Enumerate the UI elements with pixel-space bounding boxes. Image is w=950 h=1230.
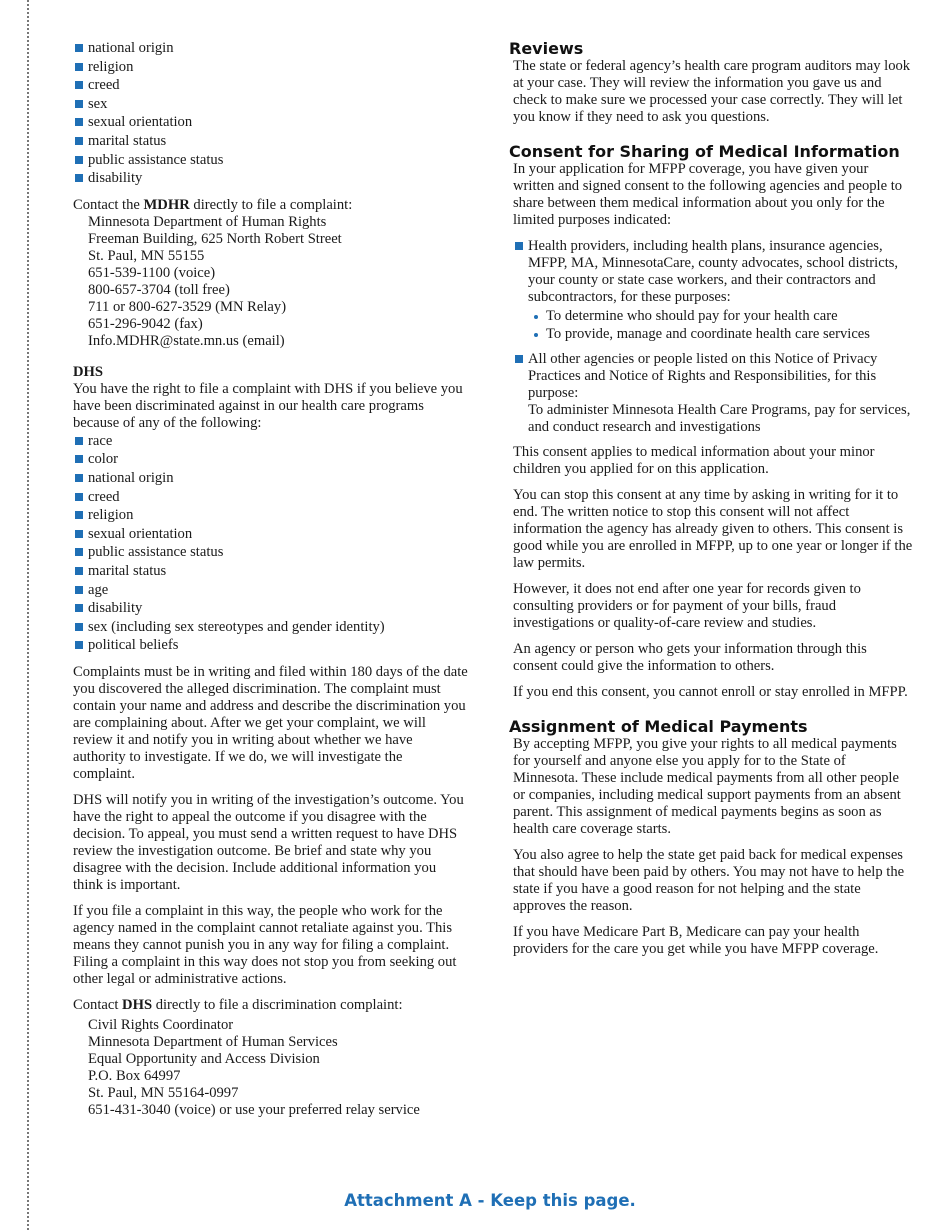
- list-item: national origin: [73, 469, 468, 488]
- list-item: marital status: [73, 562, 468, 581]
- list-item: sex (including sex stereotypes and gender identity): [73, 618, 468, 637]
- address-line: St. Paul, MN 55155: [88, 247, 205, 264]
- agency-paragraph: An agency or person who gets your information through this consent could give the information to others.: [513, 641, 867, 674]
- accepting-paragraph: By accepting MFPP, you give your rights to all medical payments for yourself and anyone else you apply for to the State of Minnesota. These include medical payments from all other people or companies, including medical support payments from an absent parent. This assignment of medical payments begins as soon as health care coverage starts.: [513, 736, 901, 837]
- list-item: All other agencies or people listed on this Notice of Privacy Practices and Notice of Rights and Responsibilities, for this purpose: To administer Minnesota Health Care Programs, pay for services, and conduct research and investigations: [513, 351, 913, 436]
- list-item: religion: [73, 506, 468, 525]
- list-item: sexual orientation: [73, 113, 468, 132]
- list-item: sexual orientation: [73, 525, 468, 544]
- fax-line: 651-296-9042 (fax): [88, 315, 203, 332]
- address-line: Equal Opportunity and Access Division: [88, 1050, 320, 1067]
- phone-line: 800-657-3704 (toll free): [88, 281, 230, 298]
- complaints-paragraph: Complaints must be in writing and filed within 180 days of the date you discovered the alleged discrimination. The complaint must contain your name and address and describe the discrimination you are complaining about. After we get your complaint, we will review it and notify you in writing about whether we have authority to investigate. If we do, we will investigate the complaint.: [73, 663, 468, 782]
- contact-dhs-line: Contact DHS directly to file a discrimination complaint:: [73, 996, 403, 1013]
- address-line: P.O. Box 64997: [88, 1067, 181, 1084]
- list-item: age: [73, 581, 468, 600]
- list-item: creed: [73, 488, 468, 507]
- consent-list: [513, 238, 913, 436]
- phone-line: 651-539-1100 (voice): [88, 264, 216, 281]
- right-column: [509, 39, 913, 967]
- stop-consent-paragraph: You can stop this consent at any time by asking in writing for it to end. The written notice to stop this consent will not affect information the agency has already given to others. This consent is good while you are enrolled in MFPP, up to one year or longer if the law permits.: [513, 487, 913, 571]
- minor-children-paragraph: This consent applies to medical information about your minor children you applied for on this application.: [513, 444, 875, 477]
- list-item: sex: [73, 95, 468, 114]
- mdhr-address-block: [73, 214, 468, 350]
- address-line: Freeman Building, 625 North Robert Street: [88, 230, 342, 247]
- consent-intro: In your application for MFPP coverage, you have given your written and signed consent to the following agencies and people to share between them medical information about you only for the limited purposes indicated:: [513, 161, 903, 228]
- contact-mdhr-line: Contact the MDHR directly to file a complaint:: [73, 196, 353, 213]
- perforation-line: [27, 0, 29, 1230]
- dhs-address-block: [73, 1017, 468, 1119]
- list-item: political beliefs: [73, 636, 468, 655]
- phone-line: 651-431-3040 (voice) or use your preferred relay service: [88, 1101, 420, 1118]
- address-line: Civil Rights Coordinator: [88, 1016, 234, 1033]
- list-item: disability: [73, 169, 468, 188]
- address-line: Minnesota Department of Human Rights: [88, 213, 327, 230]
- list-item: national origin: [73, 39, 468, 58]
- list-item: public assistance status: [73, 151, 468, 170]
- list-item: public assistance status: [73, 543, 468, 562]
- sublist-item: To determine who should pay for your health care: [528, 307, 913, 325]
- list-item: creed: [73, 76, 468, 95]
- dhs-heading: DHS: [73, 363, 104, 380]
- list-item: marital status: [73, 132, 468, 151]
- retaliation-paragraph: If you file a complaint in this way, the people who work for the agency named in the complaint cannot retaliate against you. This means they cannot punish you in any way for filing a complaint. Filing a complaint in this way does not stop you from seeking out other legal or administrative actions.: [73, 902, 457, 987]
- list-item: race: [73, 432, 468, 451]
- notify-paragraph: DHS will notify you in writing of the investigation’s outcome. You have the right to appeal the outcome if you disagree with the decision. To appeal, you must send a written request to have DHS review the investigation outcome. Be brief and state why you disagree with the decision. Include additional information you think is important.: [73, 791, 464, 893]
- reviews-heading: Reviews: [509, 39, 584, 58]
- left-column: [73, 39, 468, 1128]
- dhs-intro: You have the right to file a complaint with DHS if you believe you have been discriminated against in our health care programs because of any of the following:: [73, 380, 463, 431]
- list-item: disability: [73, 599, 468, 618]
- purpose-sublist: [528, 307, 913, 343]
- list-item: religion: [73, 58, 468, 77]
- address-line: Minnesota Department of Human Services: [88, 1033, 338, 1050]
- medicare-paragraph: If you have Medicare Part B, Medicare can pay your health providers for the care you get while you have MFPP coverage.: [513, 924, 879, 957]
- agree-paragraph: You also agree to help the state get paid back for medical expenses that should have been paid by others. You may not have to help the state if you have a good reason for not helping and the state approves the reason.: [513, 847, 905, 914]
- dhs-protected-classes-list: [73, 432, 468, 655]
- assignment-heading: Assignment of Medical Payments: [509, 717, 808, 736]
- page-footer: Attachment A - Keep this page.: [344, 1191, 636, 1210]
- end-consent-paragraph: If you end this consent, you cannot enroll or stay enrolled in MFPP.: [513, 684, 908, 700]
- however-paragraph: However, it does not end after one year for records given to consulting providers or for payment of your bills, fraud investigations or quality-of-care review and studies.: [513, 581, 861, 631]
- email-line: Info.MDHR@state.mn.us (email): [88, 332, 285, 349]
- sublist-item: To provide, manage and coordinate health care services: [528, 325, 913, 343]
- mdhr-protected-classes-list: [73, 39, 468, 188]
- address-line: St. Paul, MN 55164-0997: [88, 1084, 239, 1101]
- consent-heading: Consent for Sharing of Medical Information: [509, 142, 900, 161]
- list-item: Health providers, including health plans, insurance agencies, MFPP, MA, MinnesotaCare, county advocates, school districts, your county or state case workers, and their contractors and subcontractors, for these purposes: To determine who should pay for your health care To provide, manage and coordinate health care services: [513, 238, 913, 343]
- list-item: color: [73, 450, 468, 469]
- phone-line: 711 or 800-627-3529 (MN Relay): [88, 298, 287, 315]
- reviews-paragraph: The state or federal agency’s health care program auditors may look at your case. They will review the information you gave us and check to make sure we processed your case correctly. They will let you know if they need to ask you questions.: [513, 58, 911, 125]
